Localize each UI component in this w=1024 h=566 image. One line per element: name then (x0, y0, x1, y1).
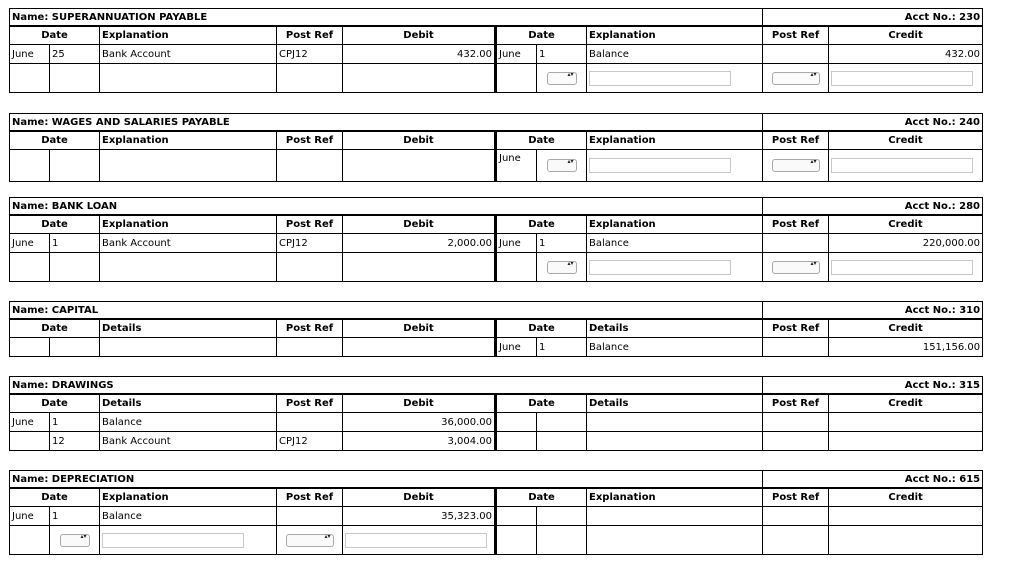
debit-details: Balance (100, 413, 277, 432)
header-debit: Debit (343, 215, 496, 234)
header-credit-post-ref: Post Ref (763, 215, 829, 234)
debit-amount-input[interactable] (345, 533, 487, 548)
debit-month: June (10, 45, 50, 64)
credit-day: 1 (537, 234, 587, 253)
header-credit: Credit (829, 26, 983, 45)
debit-day: 25 (50, 45, 100, 64)
credit-post-ref (763, 234, 829, 253)
header-credit: Credit (829, 319, 983, 338)
credit-post-ref-select[interactable] (772, 261, 820, 274)
header-debit-post-ref: Post Ref (277, 394, 343, 413)
header-debit-post-ref: Post Ref (277, 131, 343, 150)
header-debit-date: Date (10, 394, 100, 413)
debit-day: 1 (50, 507, 100, 526)
header-credit: Credit (829, 488, 983, 507)
credit-month: June (496, 150, 537, 182)
debit-amount: 432.00 (343, 45, 496, 64)
debit-amount: 3,004.00 (343, 432, 496, 451)
header-debit: Debit (343, 394, 496, 413)
header-debit: Debit (343, 488, 496, 507)
header-credit-date: Date (496, 131, 587, 150)
credit-amount: 151,156.00 (829, 338, 983, 357)
debit-month: June (10, 413, 50, 432)
debit-amount: 2,000.00 (343, 234, 496, 253)
header-debit-post-ref: Post Ref (277, 215, 343, 234)
account-name: Name: DRAWINGS (10, 377, 763, 395)
header-debit-date: Date (10, 131, 100, 150)
input-row (10, 150, 983, 182)
input-row (10, 526, 983, 555)
debit-post-ref-select[interactable] (286, 534, 334, 547)
debit-explanation: Bank Account (100, 234, 277, 253)
header-credit-date: Date (496, 319, 587, 338)
credit-month: June (496, 45, 537, 64)
credit-explanation-input[interactable] (589, 260, 731, 275)
credit-details: Balance (587, 338, 763, 357)
credit-post-ref-select[interactable] (772, 159, 820, 172)
credit-day: 1 (537, 338, 587, 357)
account-name: Name: SUPERANNUATION PAYABLE (10, 9, 763, 27)
table-row (10, 338, 983, 357)
input-row (10, 253, 983, 282)
header-debit-date: Date (10, 488, 100, 507)
account-number: Acct No.: 310 (763, 302, 983, 320)
credit-day-select[interactable] (547, 159, 577, 172)
header-credit-explanation: Explanation (587, 26, 763, 45)
debit-amount: 36,000.00 (343, 413, 496, 432)
table-row (10, 413, 983, 432)
ledger-depreciation (9, 470, 983, 555)
table-row (10, 507, 983, 526)
header-debit-post-ref: Post Ref (277, 26, 343, 45)
credit-post-ref (763, 45, 829, 64)
account-number: Acct No.: 615 (763, 471, 983, 489)
debit-day: 1 (50, 413, 100, 432)
account-name: Name: WAGES AND SALARIES PAYABLE (10, 114, 763, 132)
debit-details: Bank Account (100, 432, 277, 451)
credit-month: June (496, 338, 537, 357)
header-debit-explanation: Explanation (100, 26, 277, 45)
ledger-drawings (9, 376, 983, 451)
debit-day: 12 (50, 432, 100, 451)
credit-explanation-input[interactable] (589, 158, 731, 173)
debit-explanation: Balance (100, 507, 277, 526)
header-credit-date: Date (496, 26, 587, 45)
header-credit-date: Date (496, 215, 587, 234)
debit-month: June (10, 234, 50, 253)
credit-amount: 220,000.00 (829, 234, 983, 253)
debit-explanation: Bank Account (100, 45, 277, 64)
header-debit-date: Date (10, 26, 100, 45)
header-credit: Credit (829, 215, 983, 234)
header-credit-post-ref: Post Ref (763, 394, 829, 413)
account-number: Acct No.: 240 (763, 114, 983, 132)
account-number: Acct No.: 280 (763, 198, 983, 216)
credit-explanation: Balance (587, 45, 763, 64)
credit-amount-input[interactable] (831, 71, 973, 86)
debit-explanation-input[interactable] (102, 533, 244, 548)
header-credit-post-ref: Post Ref (763, 131, 829, 150)
ledger-bank-loan (9, 197, 983, 282)
credit-day-select[interactable] (547, 72, 577, 85)
account-number: Acct No.: 315 (763, 377, 983, 395)
header-credit-explanation: Explanation (587, 131, 763, 150)
header-debit-details: Details (100, 319, 277, 338)
credit-day: 1 (537, 45, 587, 64)
header-credit-details: Details (587, 394, 763, 413)
credit-day-select[interactable] (547, 261, 577, 274)
input-row (10, 64, 983, 93)
header-credit-details: Details (587, 319, 763, 338)
ledger-capital (9, 301, 983, 357)
debit-month: June (10, 507, 50, 526)
table-row (10, 432, 983, 451)
header-credit-post-ref: Post Ref (763, 488, 829, 507)
credit-explanation: Balance (587, 234, 763, 253)
header-credit-post-ref: Post Ref (763, 26, 829, 45)
header-debit-post-ref: Post Ref (277, 488, 343, 507)
header-debit-post-ref: Post Ref (277, 319, 343, 338)
credit-amount: 432.00 (829, 45, 983, 64)
account-name: Name: DEPRECIATION (10, 471, 763, 489)
table-row (10, 234, 983, 253)
credit-amount-input[interactable] (831, 260, 973, 275)
header-debit-date: Date (10, 319, 100, 338)
credit-explanation-input[interactable] (589, 71, 731, 86)
debit-amount: 35,323.00 (343, 507, 496, 526)
header-credit: Credit (829, 131, 983, 150)
account-number: Acct No.: 230 (763, 9, 983, 27)
header-credit-explanation: Explanation (587, 488, 763, 507)
credit-month: June (496, 234, 537, 253)
account-name: Name: BANK LOAN (10, 198, 763, 216)
ledger-wages-and-salaries-payable (9, 113, 983, 182)
header-debit-details: Details (100, 394, 277, 413)
header-debit-explanation: Explanation (100, 215, 277, 234)
header-debit-explanation: Explanation (100, 131, 277, 150)
header-debit: Debit (343, 131, 496, 150)
ledger-superannuation-payable (9, 8, 983, 93)
header-debit: Debit (343, 26, 496, 45)
debit-day-select[interactable] (60, 534, 90, 547)
header-debit-explanation: Explanation (100, 488, 277, 507)
header-debit: Debit (343, 319, 496, 338)
credit-post-ref-select[interactable] (772, 72, 820, 85)
header-credit: Credit (829, 394, 983, 413)
debit-post-ref: CPJ12 (277, 45, 343, 64)
header-debit-date: Date (10, 215, 100, 234)
debit-post-ref: CPJ12 (277, 234, 343, 253)
debit-day: 1 (50, 234, 100, 253)
header-credit-post-ref: Post Ref (763, 319, 829, 338)
header-credit-date: Date (496, 488, 587, 507)
header-credit-explanation: Explanation (587, 215, 763, 234)
header-credit-date: Date (496, 394, 587, 413)
credit-amount-input[interactable] (831, 158, 973, 173)
debit-post-ref: CPJ12 (277, 432, 343, 451)
table-row (10, 45, 983, 64)
account-name: Name: CAPITAL (10, 302, 763, 320)
